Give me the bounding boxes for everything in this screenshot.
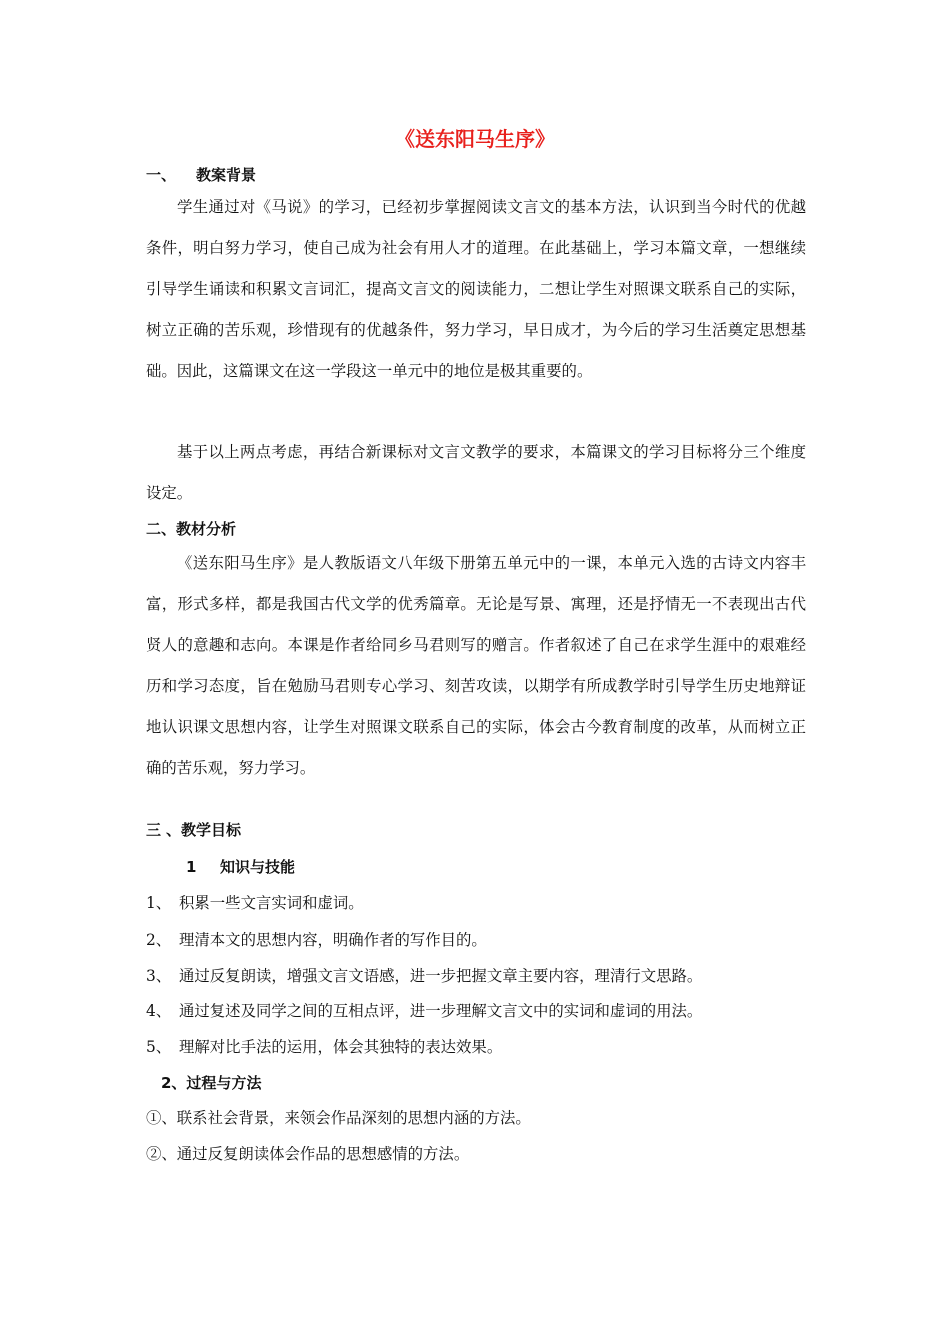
objective-item: 5、 理解对比手法的运用，体会其独特的表达效果。: [146, 1038, 503, 1056]
section-1-heading: [146, 165, 256, 185]
section-3-heading: [146, 820, 241, 840]
document-title: 《送东阳马生序》: [395, 127, 555, 151]
section-1-paragraph-1: 学生通过对《马说》的学习，已经初步掌握阅读文言文的基本方法，认识到当今时代的优越条件，明白努力学习，使自己成为社会有用人才的道理。在此基础上，学习本篇文章，一想继续引导学生诵读和积累文言词汇，提高文言文的阅读能力，二想让学生对照课文联系自己的实际，树立正确的苦乐观，珍惜现有的优越条件，努力学习，早日成才，为今后的学习生活奠定思想基础。因此，这篇课文在这一学段这一单元中的地位是极其重要的。: [146, 198, 806, 380]
section-1-title: 教案背景: [196, 166, 257, 184]
subsection-1-number: 1: [186, 858, 197, 876]
objective-item: 4、 通过复述及同学之间的互相点评，进一步理解文言文中的实词和虚词的用法。: [146, 1002, 703, 1020]
method-item: ①、联系社会背景，来领会作品深刻的思想内涵的方法。: [146, 1109, 531, 1127]
section-2-heading: 二、教材分析: [146, 520, 237, 538]
subsection-2-heading: 2、过程与方法: [161, 1074, 262, 1092]
section-1-number: 一、: [146, 166, 177, 184]
section-2-paragraph-1: 《送东阳马生序》是人教版语文八年级下册第五单元中的一课，本单元入选的古诗文内容丰富，形式多样，都是我国古代文学的优秀篇章。无论是写景、寓理，还是抒情无一不表现出古代贤人的意趣和志向。本课是作者给同乡马君则写的赠言。作者叙述了自己在求学生涯中的艰难经历和学习态度，旨在勉励马君则专心学习、刻苦攻读，以期学有所成教学时引导学生历史地辩证地认识课文思想内容，让学生对照课文联系自己的实际，体会古今教育制度的改革，从而树立正确的苦乐观，努力学习。: [146, 554, 806, 777]
section-3-number: 三: [146, 821, 162, 839]
subsection-1-title: 知识与技能: [220, 858, 296, 876]
objective-item: 3、 通过反复朗读，增强文言文语感，进一步把握文章主要内容，理清行文思路。: [146, 967, 703, 985]
subsection-1-heading: [186, 857, 295, 877]
section-1-paragraph-2: 基于以上两点考虑，再结合新课标对文言文教学的要求，本篇课文的学习目标将分三个维度设定。: [146, 443, 806, 502]
method-item: ②、通过反复朗读体会作品的思想感情的方法。: [146, 1145, 470, 1163]
objective-item: 2、 理清本文的思想内容，明确作者的写作目的。: [146, 931, 487, 949]
objective-item: 1、 积累一些文言实词和虚词。: [146, 894, 364, 912]
section-3-title: 、教学目标: [166, 821, 242, 839]
